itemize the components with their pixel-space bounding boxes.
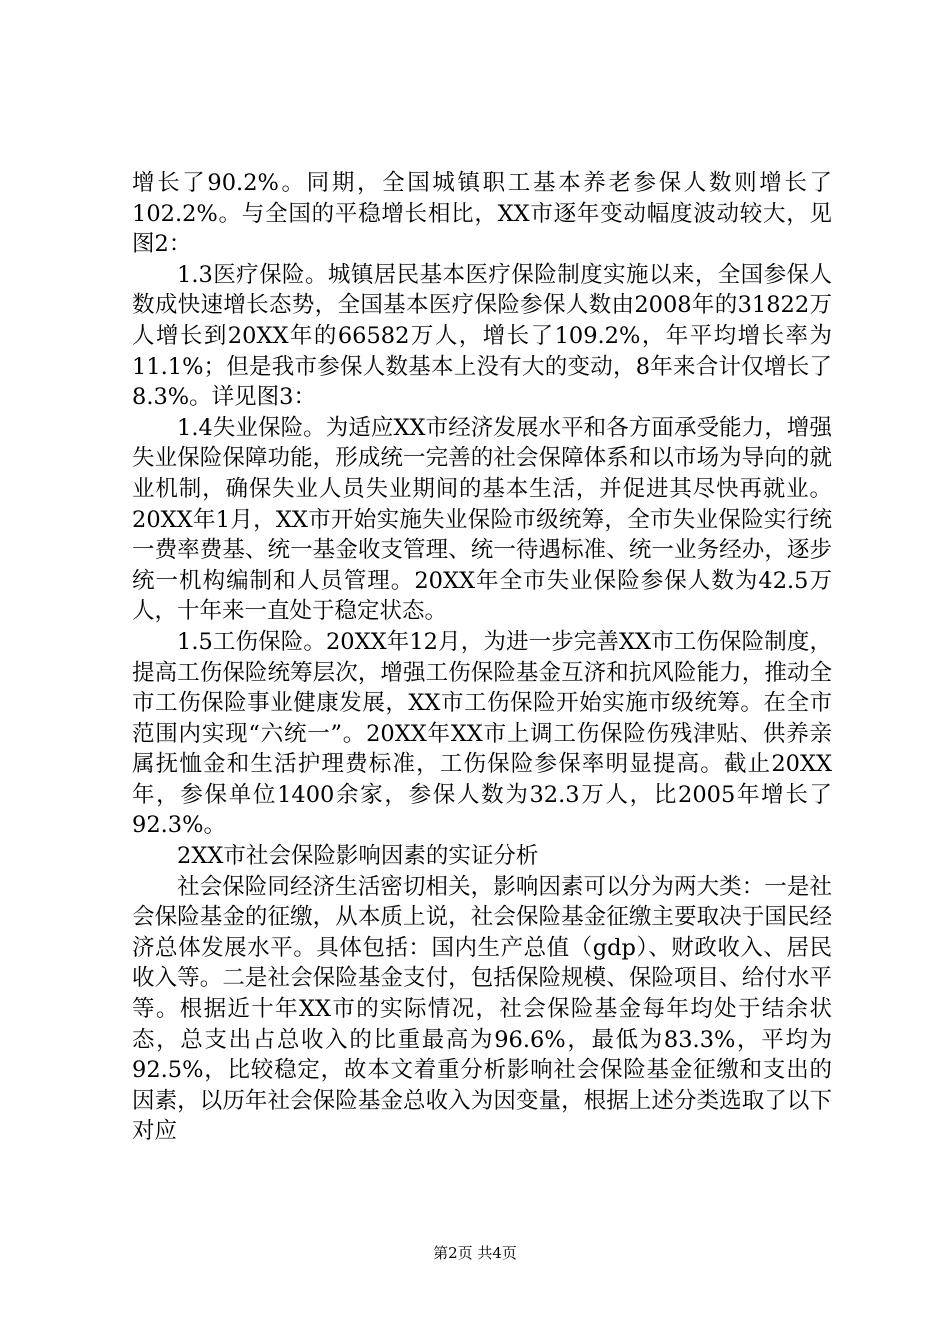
paragraph-work-injury-insurance: 1.5工伤保险。20XX年12月，为进一步完善XX市工伤保险制度，提高工伤保险统筹层次，增强工伤保险基金互济和抗风险能力，推动全市工伤保险事业健康发展，XX市工伤保险开始实施市级统筹。在全市范围内实现“六统一”。20XX年XX市上调工伤保险伤残津贴、供养亲属抚恤金和生活护理费标准，工伤保险参保率明显提高。截止20XX年，参保单位1400余家，参保人数为32.3万人，比2005年增长了92.3%。 [132, 628, 832, 839]
paragraph-medical-insurance: 1.3医疗保险。城镇居民基本医疗保险制度实施以来，全国参保人数成快速增长态势，全国基本医疗保险参保人数由2008年的31822万人增长到20XX年的66582万人，增长了109.2%，年平均增长率为11.1%；但是我市参保人数基本上没有大的变动，8年来合计仅增长了8.3%。详见图3： [132, 261, 832, 411]
section-heading-empirical-analysis: 2XX市社会保险影响因素的实证分析 [177, 843, 539, 870]
page-number-footer: 第2页 共4页 [433, 1244, 517, 1262]
paragraph-pension-continued: 增长了90.2%。同期，全国城镇职工基本养老参保人数则增长了102.2%。与全国的平稳增长相比，XX市逐年变动幅度波动较大，见图2： [132, 170, 832, 258]
paragraph-influencing-factors: 社会保险同经济生活密切相关，影响因素可以分为两大类：一是社会保险基金的征缴，从本质上说，社会保险基金征缴主要取决于国民经济总体发展水平。具体包括：国内生产总值（gdp）、财政收入、居民收入等。二是社会保险基金支付，包括保险规模、保险项目、给付水平等。根据近十年XX市的实际情况，社会保险基金每年均处于结余状态，总支出占总收入的比重最高为96.6%，最低为83.3%，平均为92.5%，比较稳定，故本文着重分析影响社会保险基金征缴和支出的因素，以历年社会保险基金总收入为因变量，根据上述分类选取了以下对应 [132, 873, 832, 1145]
paragraph-unemployment-insurance: 1.4失业保险。为适应XX市经济发展水平和各方面承受能力，增强失业保险保障功能，形成统一完善的社会保障体系和以市场为导向的就业机制，确保失业人员失业期间的基本生活，并促进其尽快再就业。20XX年1月，XX市开始实施失业保险市级统筹，全市失业保险实行统一费率费基、统一基金收支管理、统一待遇标准、统一业务经办，逐步统一机构编制和人员管理。20XX年全市失业保险参保人数为42.5万人，十年来一直处于稳定状态。 [132, 414, 832, 625]
document-body [132, 168, 832, 1147]
